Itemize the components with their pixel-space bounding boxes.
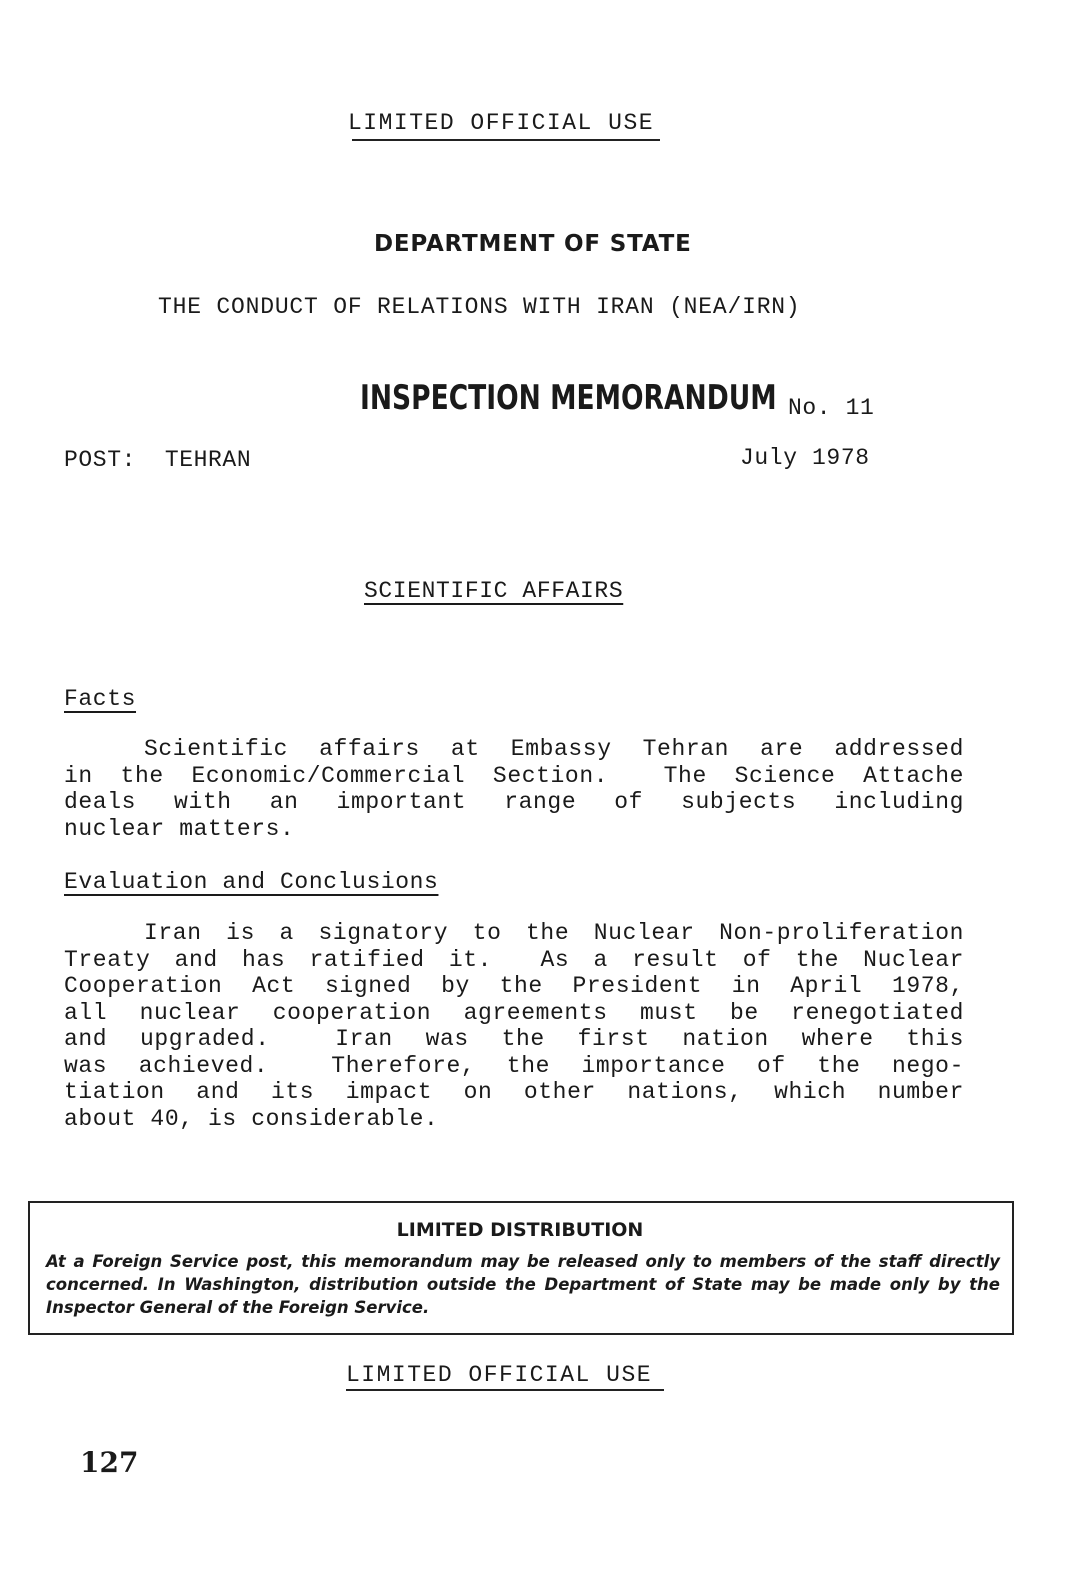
classification-top: LIMITED OFFICIAL USE (348, 110, 655, 136)
evaluation-paragraph (64, 920, 964, 1132)
memo-date: July 1978 (740, 445, 870, 471)
paragraph-line: Cooperation Act signed by the President in April 1978, (64, 973, 964, 999)
paragraph-line: was achieved. Therefore, the importance of the nego- (64, 1052, 964, 1079)
paragraph-line: nuclear matters. (64, 815, 295, 842)
distribution-title: LIMITED DISTRIBUTION (396, 1219, 644, 1241)
page-number: 127 (80, 1446, 139, 1479)
memo-number: No. 11 (788, 395, 875, 421)
paragraph-line: Treaty and has ratified it. As a result of the Nuclear (64, 946, 964, 973)
paragraph-line: about 40, is considerable. (64, 1105, 439, 1132)
memo-title: INSPECTION MEMORANDUM (360, 378, 777, 418)
classification-top-rule (352, 139, 660, 141)
paragraph-line: Scientific affairs at Embassy Tehran are addressed (144, 736, 964, 762)
paragraph-line: and upgraded. Iran was the first nation where this (64, 1026, 964, 1052)
classification-bottom-rule (346, 1389, 664, 1391)
department-heading: DEPARTMENT OF STATE (374, 231, 692, 257)
post-label: POST: TEHRAN (64, 447, 252, 473)
report-subject: THE CONDUCT OF RELATIONS WITH IRAN (NEA/IRN) (158, 294, 801, 320)
distribution-text: At a Foreign Service post, this memorandum may be released only to members of the staff directly concerned. In Washington, distribution outside the Department of State may be made only by the Inspector General of the Foreign Service. (46, 1252, 1000, 1317)
paragraph-line: all nuclear cooperation agreements must be renegotiated (64, 999, 964, 1026)
facts-paragraph (64, 736, 964, 842)
section-title: SCIENTIFIC AFFAIRS (364, 578, 624, 604)
classification-bottom: LIMITED OFFICIAL USE (346, 1362, 653, 1388)
paragraph-line: in the Economic/Commercial Section. The Science Attache (64, 762, 964, 789)
paragraph-line: deals with an important range of subjects including (64, 789, 964, 815)
facts-heading: Facts (64, 686, 137, 712)
paragraph-line: Iran is a signatory to the Nuclear Non-proliferation (144, 920, 964, 946)
evaluation-heading: Evaluation and Conclusions (64, 869, 439, 895)
paragraph-line: tiation and its impact on other nations, which number (64, 1079, 964, 1105)
